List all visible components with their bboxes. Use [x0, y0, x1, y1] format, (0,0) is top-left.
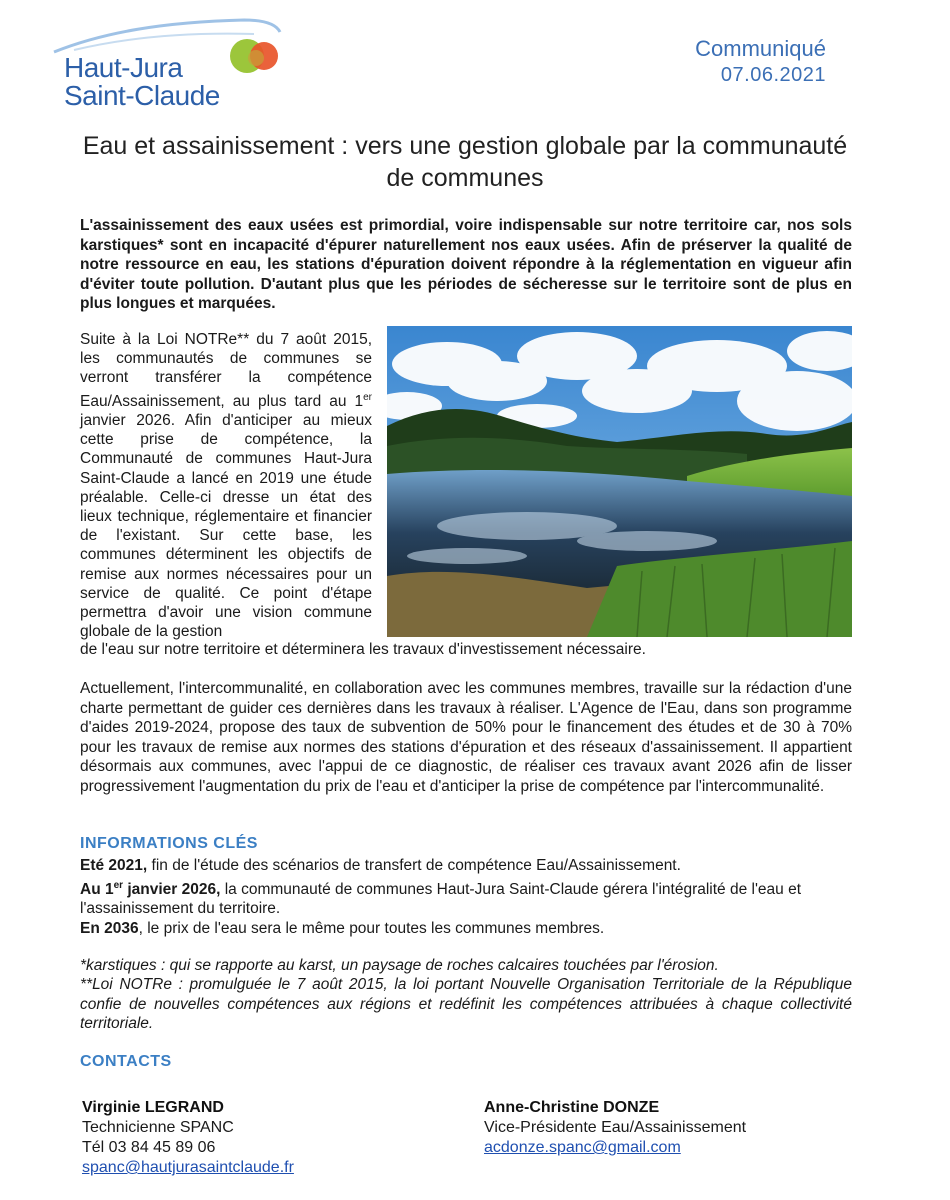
key-info-item	[80, 919, 852, 939]
page-title: Eau et assainissement : vers une gestion globale par la communauté de communes	[82, 132, 848, 192]
key-info-item	[80, 856, 852, 876]
paragraph-text-part: janvier 2026. Afin d'anticiper au mieux cette prise de compétence, la Communauté de communes Haut-Jura Saint-Claude a lancé en 2019 une étude préalable. Celle-ci dresse un état des lieux technique, réglementaire et financier de l'existant. Sur cette base, les communes déterminent les objectifs de remise aux normes nécessaires pour un service de qualité. Ce point d'étape permettra d'avoir une vision commune globale de la gestion	[80, 411, 372, 641]
key-info-text: , le prix de l'eau sera le même pour toutes les communes membres.	[138, 919, 605, 937]
contact-card-legrand	[82, 1098, 294, 1178]
contact-role: Vice-Présidente Eau/Assainissement	[484, 1119, 747, 1136]
key-info-date: Au 1er janvier 2026,	[80, 879, 221, 898]
intro-paragraph: L'assainissement des eaux usées est primordial, voire indispensable sur notre territoire car, nos sols karstiques* sont en incapacité d'épurer naturellement nos eaux usées. Afin de préserver la qualité de notre ressource en eau, les stations d'épuration doivent répondre à la réglementation en vigueur afin d'éviter toute pollution. D'autant plus que les périodes de sécheresse sur le territoire sont de plus en plus longues et marquées.	[80, 217, 852, 312]
key-info-text: la communauté de communes Haut-Jura Saint-Claude gérera l'intégralité de l'eau et l'assainissement du territoire.	[80, 880, 802, 918]
contact-email-link[interactable]: spanc@hautjurasaintclaude.fr	[82, 1159, 294, 1176]
paragraph-text-part: Suite à la Loi NOTRe** du 7 août 2015, les communautés de communes se verront transférer la compétence Eau/Assainissement, au plus tard au 1	[80, 331, 372, 410]
section-heading-contacts: CONTACTS	[80, 1053, 172, 1070]
key-info-item	[80, 876, 852, 919]
contact-card-donze	[484, 1098, 746, 1158]
contact-phone: Tél 03 84 45 89 06	[82, 1139, 216, 1156]
contact-name: Anne-Christine DONZE	[484, 1099, 660, 1116]
key-info-text: fin de l'étude des scénarios de transfert de compétence Eau/Assainissement.	[147, 857, 681, 874]
paragraph-loi-notre	[80, 330, 372, 641]
section-heading-key-info: INFORMATIONS CLÉS	[80, 835, 258, 852]
superscript: er	[363, 391, 372, 403]
contact-role: Technicienne SPANC	[82, 1119, 234, 1136]
organization-logo	[44, 14, 284, 114]
logo-text-line2: Saint-Claude	[64, 80, 220, 111]
contact-email-link[interactable]: acdonze.spanc@gmail.com	[484, 1139, 681, 1156]
contact-name: Virginie LEGRAND	[82, 1099, 224, 1116]
logo-text-line1: Haut-Jura	[64, 52, 183, 83]
key-info-list	[80, 856, 852, 939]
paragraph-charte: Actuellement, l'intercommunalité, en collaboration avec les communes membres, travaille sur la rédaction d'une charte permettant de guider ces dernières dans les travaux à réaliser. L'Agence de l'Eau, dans son programme d'aides 2019-2024, propose des taux de subvention de 50% pour le financement des études et de 30 à 70% pour les travaux de remise aux normes des stations d'épuration et des réseaux d'assainissement. Il appartient désormais aux communes, avec l'appui de ce diagnostic, de réaliser ces travaux avant 2026 afin de lisser progressivement l'augmentation du prix de l'eau et d'anticiper la prise de compétence par l'intercommunalité.	[80, 680, 852, 795]
lake-landscape-photo	[387, 326, 852, 637]
key-info-date: Eté 2021,	[80, 857, 148, 874]
footnote-karstiques: *karstiques : qui se rapporte au karst, un paysage de roches calcaires touchées par l'érosion.	[80, 957, 719, 974]
footnotes	[80, 956, 852, 1034]
key-info-date: En 2036	[80, 919, 139, 937]
footnote-loi-notre: **Loi NOTRe : promulguée le 7 août 2015, la loi portant Nouvelle Organisation Territoriale de la République confie de nouvelles compétences aux régions et redéfinit les compétences attribuées à chaque collectivité territoriale.	[80, 976, 852, 1033]
document-type: Communiqué	[695, 36, 826, 61]
document-date: 07.06.2021	[720, 64, 826, 86]
paragraph-loi-notre-end: de l'eau sur notre territoire et déterminera les travaux d'investissement nécessaire.	[80, 641, 646, 658]
